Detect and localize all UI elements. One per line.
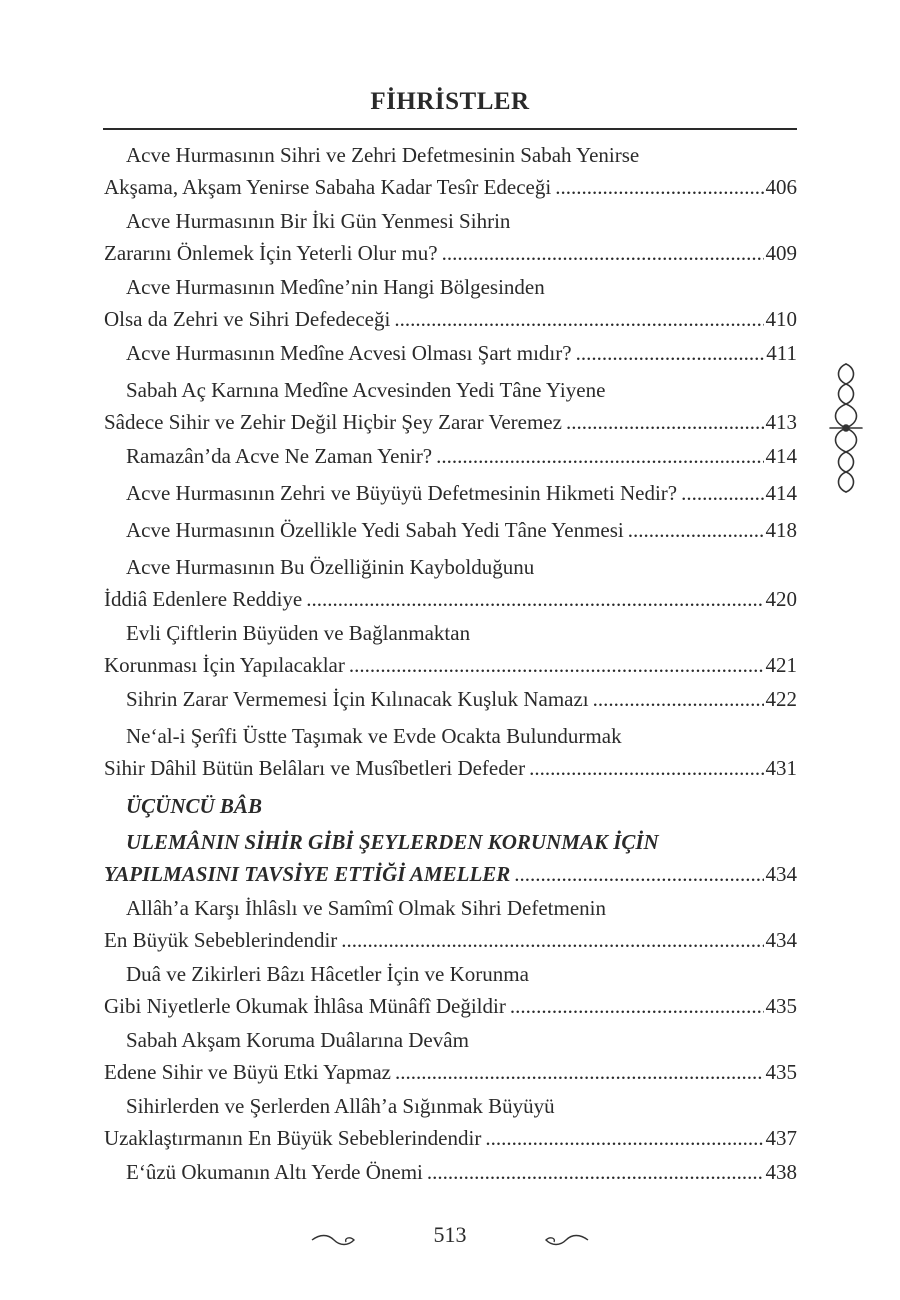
toc-entry-title: Sabah Aç Karnına Medîne Acvesinden Yedi Tâne Yiyene [126,378,606,402]
dot-leader [555,171,763,203]
toc-entry[interactable] [104,683,797,715]
dot-leader [628,514,764,546]
toc-entry[interactable] [104,374,797,438]
dot-leader [514,858,763,890]
dot-leader [341,924,763,956]
toc-entry-title: Ne‘al-i Şerîfi Üstte Taşımak ve Evde Ocakta Bulundurmak [126,724,622,748]
toc-entry[interactable] [104,337,797,369]
section-title-entry[interactable] [104,826,797,890]
toc-page-number: 411 [766,341,797,365]
toc-page-number: 414 [765,444,797,468]
toc-entry-title-cont: En Büyük Sebeblerindendir [104,928,338,952]
toc-entry-title-cont: Zararını Önlemek İçin Yeterli Olur mu? [104,241,438,265]
page-title: FİHRİSTLER [370,88,530,115]
toc-page-number: 414 [765,481,797,505]
toc-entry-title-cont: Korunması İçin Yapılacaklar [104,653,345,677]
toc-entry-title: Acve Hurmasının Zehri ve Büyüyü Defetmesinin Hikmeti Nedir? [126,481,678,505]
toc-entry[interactable] [104,1090,797,1154]
dot-leader [593,683,764,715]
toc-page-number: 437 [765,1126,797,1150]
dot-leader [510,990,764,1022]
toc-entry[interactable] [104,139,797,203]
toc-entry[interactable] [104,1156,797,1188]
dot-leader [349,649,764,681]
title-divider [103,128,797,130]
dot-leader [681,477,763,509]
toc-entry-title: Ramazân’da Acve Ne Zaman Yenir? [126,444,433,468]
toc-entry[interactable] [104,720,797,784]
dot-leader [442,237,764,269]
toc-page-number: 422 [765,687,797,711]
toc-entry-title: Acve Hurmasının Medîne Acvesi Olması Şart mıdır? [126,341,572,365]
toc-entry[interactable] [104,477,797,509]
footer-flourish-right-icon [540,1232,590,1248]
toc-entry[interactable] [104,617,797,681]
dot-leader [436,440,763,472]
dot-leader [485,1122,763,1154]
toc-entry-title: Sabah Akşam Koruma Duâlarına Devâm [126,1028,469,1052]
toc-page-number: 421 [765,653,797,677]
toc-entry-title: Duâ ve Zikirleri Bâzı Hâcetler İçin ve Korunma [126,962,529,986]
toc-entry-title-cont: İddiâ Edenlere Reddiye [104,587,303,611]
toc-entry-title-cont: Edene Sihir ve Büyü Etki Yapmaz [104,1060,391,1084]
toc-entry-title-cont: Sâdece Sihir ve Zehir Değil Hiçbir Şey Zarar Veremez [104,410,562,434]
dot-leader [576,337,765,369]
toc-entry-title-cont: Olsa da Zehri ve Sihri Defedeceği [104,307,391,331]
toc-page-number: 431 [765,756,797,780]
toc-entry-title: Acve Hurmasının Medîne’nin Hangi Bölgesinden [126,275,545,299]
toc-page-number: 413 [765,410,797,434]
side-ornament-icon [826,358,866,498]
toc-entry-title: Acve Hurmasının Sihri ve Zehri Defetmesinin Sabah Yenirse [126,143,640,167]
toc-entry[interactable] [104,1024,797,1088]
toc-page-number: 438 [765,1160,797,1184]
page-number: 513 [433,1222,467,1247]
dot-leader [395,1056,764,1088]
dot-leader [394,303,763,335]
toc-entry-title: Sihirlerden ve Şerlerden Allâh’a Sığınmak Büyüyü [126,1094,555,1118]
dot-leader [427,1156,764,1188]
toc-entry-title-cont: Sihir Dâhil Bütün Belâları ve Musîbetleri Defeder [104,756,526,780]
toc-entry[interactable] [104,892,797,956]
toc-page-number: 409 [765,241,797,265]
toc-entry[interactable] [104,958,797,1022]
toc-entry-title-cont: Gibi Niyetlerle Okumak İhlâsa Münâfî Değildir [104,994,506,1018]
toc-entry-title: Acve Hurmasının Bir İki Gün Yenmesi Sihrin [126,209,511,233]
toc-entry-title: Acve Hurmasının Bu Özelliğinin Kaybolduğunu [126,555,535,579]
dot-leader [306,583,763,615]
toc-entry-title-cont: Akşama, Akşam Yenirse Sabaha Kadar Tesîr Edeceği [104,175,552,199]
toc-entry-title: Sihrin Zarar Vermemesi İçin Kılınacak Kuşluk Namazı [126,687,589,711]
dot-leader [529,752,763,784]
toc-entry-title: Allâh’a Karşı İhlâslı ve Samîmî Olmak Sihri Defetmenin [126,896,606,920]
toc-page-number: 435 [765,994,797,1018]
dot-leader [566,406,764,438]
toc-entry[interactable] [104,514,797,546]
toc-entry[interactable] [104,271,797,335]
toc-page-number: 435 [765,1060,797,1084]
toc-page-number: 434 [765,862,797,886]
toc-page-number: 420 [765,587,797,611]
toc-page-number: 434 [765,928,797,952]
toc-entry-title-cont: Uzaklaştırmanın En Büyük Sebeblerindendir [104,1126,482,1150]
section-title: ULEMÂNIN SİHİR GİBİ ŞEYLERDEN KORUNMAK İÇİN [126,830,659,854]
toc-entry[interactable] [104,551,797,615]
toc-entry-title: Evli Çiftlerin Büyüden ve Bağlanmaktan [126,621,471,645]
section-heading: ÜÇÜNCÜ BÂB [126,794,262,818]
toc-page-number: 418 [765,518,797,542]
toc-entry-title: Acve Hurmasının Özellikle Yedi Sabah Yedi Tâne Yenmesi [126,518,624,542]
section-title-cont: YAPILMASINI TAVSİYE ETTİĞİ AMELLER [104,862,511,886]
toc-page-number: 406 [765,175,797,199]
toc-entry[interactable] [104,440,797,472]
table-of-contents [104,139,797,1193]
toc-entry-title: E‘ûzü Okumanın Altı Yerde Önemi [126,1160,423,1184]
toc-entry[interactable] [104,205,797,269]
toc-page-number: 410 [765,307,797,331]
